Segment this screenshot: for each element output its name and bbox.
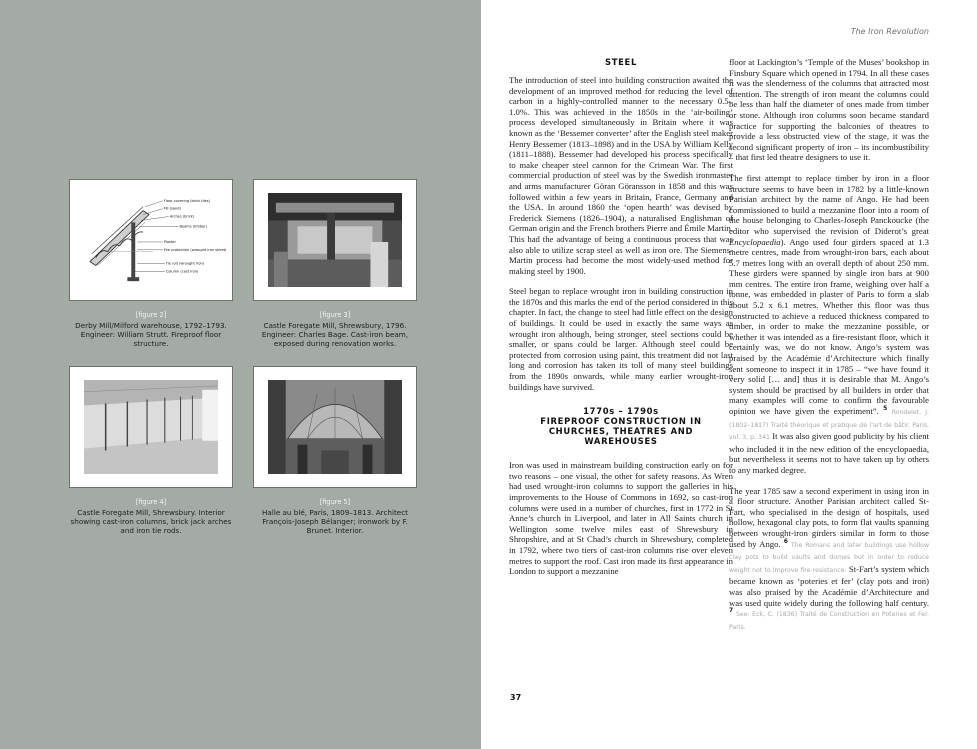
encyclopaedia-title: Encyclopaedia: [729, 236, 781, 247]
paragraph-right-1: floor at Lackington’s ‘Temple of the Muses’ bookshop in Finsbury Square which opened in 1794. In all these cases it was the slenderness of the columns that attracted most attention. The strength of iron meant the columns could be less than half the diameter of ones made from timber or stone. Although iron columns soon became standard practice for supporting the balconies of theatres to provide a less obstructed view of the stage, it was the second significant property of iron – its incombustibility – that first led theatre designers to use it.: [729, 57, 929, 163]
diagram-label-plaster: Plaster: [163, 239, 176, 244]
heading-fireproof-line-3: CHURCHES, THEATRES AND: [548, 426, 694, 437]
diagram-label-beams: Beams (timber): [179, 224, 208, 229]
figure-4-caption: [67, 498, 235, 535]
figure-3-photo: [268, 193, 402, 287]
figure-3: [253, 179, 417, 301]
heading-steel: STEEL: [604, 57, 638, 67]
paragraph-ango-part-b: ). Ango used four girders spaced at 1.3 metre centres, made from wrought-iron bars, each about 5.7 metres long with an overall depth of about 250 mm. These girders were spanned by single iron bars at 900 mm centres. The entire iron frame, weighing over half a tonne, was embedded in plaster of Paris to form a slab about 5.2 x 6.1 metres. Whether this floor was thus constructed to achieve a reduced thickness compared to timber, in order to make the mezzanine possible, or whether it was intended as a fire-resistant floor, which it certainly was, we do not know. Ango’s system was praised by the Académie d’Architecture which finally sent someone to inspect it in 1785 – “we have found it very solid [… and] thus it is desirable that M. Ango’s system should be practised by all builders in order that many examples will come to confirm the favourable opinion we have given the experiment”.: [729, 236, 929, 416]
footnote-5: Rondelet, J. (1802–1817) Traité théorique et pratique de l’art de bâtir. Paris, vol. 3, p. 341: [729, 409, 929, 442]
footnote-7: See: Eck, C. (1836) Traité de Construction en Poteries et Fer. Paris.: [729, 611, 930, 631]
heading-fireproof-line-1: 1770s – 1790s: [583, 406, 659, 417]
figure-2-caption: [67, 311, 235, 348]
paragraph-stfart-part-a: The year 1785 saw a second experiment in using iron in a floor structure. Another Parisian architect called St-Fart, who specialised in the design of hospitals, used hollow, hexagonal clay pots, to form flat vaults spanning between wrought-iron girders similar in form to those used by Ango.: [729, 485, 929, 549]
figure-5-caption: [251, 498, 419, 535]
footnote-marker-7: 7: [729, 607, 734, 615]
figure-4-photo: [84, 380, 218, 474]
running-head: The Iron Revolution: [850, 27, 929, 36]
paragraph-stfart-part-b: St-Fart’s system which became known as ‘poteries et fer’ (clay pots and iron) was also praised by the Académie d’Architecture and was used quite widely during the following half century.: [729, 563, 929, 608]
figure-2-label: [figure 2]: [135, 311, 167, 319]
figure-4: [69, 366, 233, 488]
paragraph-stfart: [729, 486, 929, 634]
paragraph-fireproof-1: Iron was used in mainstream building construction early on for two reasons – one visual, the other for safety reasons. As Wren had used wrought-iron columns to support the galleries in his improvements to the House of Commons in 1692, so cast-iron columns were used in a number of churches, first in 1772 in St Anne’s church in Liverpool, and later in All Saints church in Wellington some twelve miles east of Shrewsbury in Shropshire, and at St Chad’s church in Shrewsbury, completed in 1792, where two tiers of cast-iron columns rise over eleven metres to support the roof. Cast iron made its first appearance in London to support a mezzanine: [509, 460, 733, 577]
figure-4-label: [figure 4]: [135, 498, 167, 506]
heading-fireproof-line-4: WAREHOUSES: [584, 436, 658, 447]
diagram-label-tie-rod: Tie rod (wrought iron): [165, 261, 205, 266]
figure-5-label: [figure 5]: [319, 498, 351, 506]
text-column-left: [509, 57, 733, 587]
paragraph-steel-1: The introduction of steel into building construction awaited the development of an improved method for reducing the level of carbon in a highly-controlled manner to the necessary 0.5–1.0%. This was achieved in the 1850s in the ‘air-boiling’ process developed simultaneously in Britain where it was known as the ‘Bessemer converter’ after the English steel maker Henry Bessemer (1813–1898) and in the USA by William Kelly (1811–1888). Bessemer had developed his process specifically to make cheaper steel cannon for the Crimean War. The first commercial production of steel was by the Swedish ironmaster and arms manufacturer Göran Göransson in 1858 and this was followed within a few years in Britain, France, Germany and the USA. In around 1860 the ‘open hearth’ was devised by Frederick Siemens (1826–1904), a naturalised Englishman of German origin and the French brothers Pierre and Émile Martin. This had the advantage of being a continuous process that was also able to utilize scrap steel as well as iron ore. The Siemens-Martin process had become the most widely-used method for making steel by 1900.: [509, 75, 733, 276]
paragraph-steel-2: Steel began to replace wrought iron in building construction in the 1870s and this marks the end of the period considered in this chapter. In fact, the change to steel had little effect on the design of buildings. It could be used in exactly the same ways as wrought iron although, being stronger, steel sections could be smaller, or spans could be larger. Although steel could be protected from corrosion using paint, this treatment did not last long and corrosion has taken its toll of many steel buildings from the 1890s onwards, while many earlier wrought-iron buildings have survived.: [509, 286, 733, 392]
figure-2-caption-text: Derby Mill/Milford warehouse, 1792–1793. Engineer: William Strutt. Fireproof floor structure.: [75, 321, 227, 348]
footnote-6: The Romans and later buildings use hollow clay pots to build vaults and domes but in order to reduce weight not to improve fire resistance.: [729, 541, 930, 574]
figure-5-caption-text: Halle au blé, Paris, 1809–1813. Architect François-Joseph Bélanger; ironwork by F. Brunet. Interior.: [262, 508, 408, 535]
figure-5: [253, 366, 417, 488]
diagram-label-fill: Fill (sand): [163, 206, 181, 211]
paragraph-ango-part-a: The first attempt to replace timber by iron in a floor structure seems to have been in 1782 by a little-known Parisian architect by the name of Ango. He had been commissioned to build a mezzanine floor into a room of the house belonging to Charles-Joseph Panckoucke (the editor who supervised the revision of Diderot’s great: [729, 172, 929, 236]
diagram-label-column: Column (cast iron): [165, 269, 199, 274]
heading-fireproof: [509, 406, 733, 446]
figure-2-diagram: [84, 193, 227, 287]
page-number: 37: [510, 693, 522, 702]
text-column-right: [729, 57, 929, 643]
figure-5-photo: [268, 380, 402, 474]
paragraph-ango-part-c: It was also given good publicity by his client who included it in the new edition of the encyclopaedia, but nevertheless it seems not to have taken up by others to any marked degree.: [729, 431, 929, 475]
diagram-label-floor-covering: Floor covering (brick tiles): [163, 198, 210, 203]
heading-fireproof-line-2: FIREPROOF CONSTRUCTION IN: [540, 416, 702, 427]
figure-3-label: [figure 3]: [319, 311, 351, 319]
figure-4-caption-text: Castle Foregate Mill, Shrewsbury. Interior showing cast-iron columns, brick jack arches and iron tie rods.: [70, 508, 232, 535]
figure-3-caption-text: Castle Foregate Mill, Shrewsbury, 1796. Engineer: Charles Bage. Cast-iron beam, exposed during renovation works.: [261, 321, 409, 348]
paragraph-ango: [729, 173, 929, 476]
figure-3-caption: [251, 311, 419, 348]
diagram-label-fire-protection: Fire protection (wrought iron sheet): [163, 247, 227, 252]
footnote-marker-5: 5: [883, 405, 888, 413]
diagram-label-arches: Arches (brick): [169, 214, 195, 219]
footnote-marker-6: 6: [783, 537, 788, 545]
figure-2: [69, 179, 233, 301]
